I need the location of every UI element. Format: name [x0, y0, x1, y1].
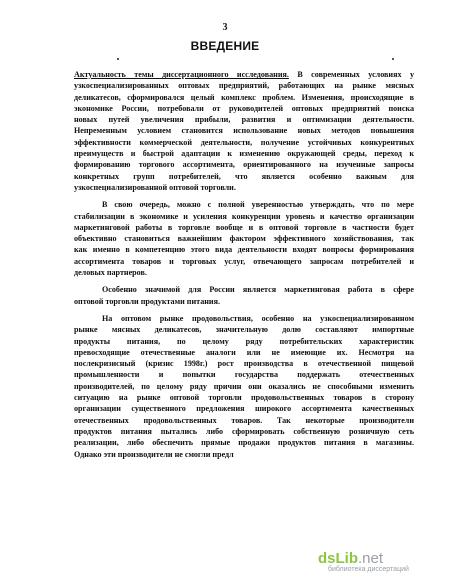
- text-line: На оптовом рынке продовольствия, особенно на узкоспециализированном: [102, 313, 414, 323]
- paragraph-3: [74, 284, 414, 307]
- text-line: продуктов питания пытались либо сформировать собственную розничную сеть: [74, 426, 414, 436]
- text-line: ассортимента товаров и торговых услуг, отвечающего запросам потребителей и: [74, 256, 414, 266]
- text-line: объективно становиться важнейшим фактором эффективного хозяйствования, так: [74, 234, 414, 244]
- text-line: экономике России, потребовали от руководителей оптовых предприятий поиска: [74, 103, 414, 113]
- text-line: продукты питания, по целому ряду потребительских характеристик: [74, 336, 414, 346]
- page-number: 3: [222, 22, 228, 33]
- text-line: стабилизации в экономике и усиления конкуренции уровень и качество организации: [74, 211, 414, 221]
- text-line: Актуальность темы диссертационного исследования. В современных условиях у: [74, 70, 414, 79]
- scan-speck: [117, 58, 119, 60]
- paragraph-4: [74, 313, 414, 460]
- dslib-logo: dsLib.net: [318, 550, 384, 567]
- text-line: конкретных групп потребителей, что является особенно важным для: [74, 171, 414, 181]
- scan-speck: [392, 58, 394, 60]
- text-line: деловых партнеров.: [74, 268, 147, 278]
- text-line: отечественных продовольственных товаров. Так некоторые производители: [74, 415, 414, 425]
- text-line: новых путей увеличения прибыли, развития и оптимизации деятельности.: [74, 115, 414, 125]
- text-line: формированию торгового ассортимента, ориентированного на изученные запросы: [74, 160, 414, 170]
- watermark-caption: библиотека диссертаций: [328, 566, 409, 573]
- text-line: ситуацию на рынке оптовой торговли продовольственных товаров в сторону: [74, 393, 414, 403]
- paragraph-2: [74, 199, 414, 278]
- body-text: [74, 69, 414, 460]
- text-line: послекризисный (кризис 1998г.) рост производства в отечественной пищевой: [74, 359, 414, 369]
- text-line: производителей, по целому ряду причин они оказались не способными изменить: [74, 381, 414, 391]
- text-line: Особенно значимой для России является маркетинговая работа в сфере: [102, 285, 414, 295]
- text-line: Непременным условием становится использование новых методов повышения: [74, 126, 414, 136]
- text-line: преимуществ и быстрой адаптации к изменению окружающей среды, переход к: [74, 149, 414, 159]
- watermark-logo[interactable]: [318, 550, 444, 576]
- text-line: реализации, либо обеспечить прямые продажи продуктов питания в магазины.: [74, 438, 414, 448]
- text-line: В свою очередь, можно с полной уверенностью утверждать, что по мере: [102, 200, 414, 210]
- page-title: ВВЕДЕНИЕ: [190, 39, 260, 53]
- text-line: рынке мясных деликатесов, значительную долю составляют импортные: [74, 325, 414, 335]
- lead-heading: Актуальность темы диссертационного исследования.: [74, 70, 289, 79]
- text-line: узкоспециализированной оптовой торговли.: [74, 182, 236, 192]
- text-line: деликатесов, сформировался целый комплекс проблем. Изменения, происходящие в: [74, 92, 414, 102]
- text-line: маркетинговой работы в торговле вообще и в оптовой торговле в частности будет: [74, 222, 414, 232]
- text-line: превосходящие отечественные аналоги или не имеющие их. Несмотря на: [74, 347, 414, 357]
- text-line: Однако эти производители не смогли предл: [74, 449, 234, 459]
- paragraph-1: [74, 69, 414, 193]
- text-line: как именно в компетенцию этого вида деятельности входят вопросы формирования: [74, 245, 414, 255]
- text-line: оптовой торговли продуктами питания.: [74, 296, 220, 306]
- text-line: организации существенного предложения широкого ассортимента качественных: [74, 404, 414, 414]
- text-line: эффективности коммерческой деятельности, получение устойчивых конкурентных: [74, 137, 414, 147]
- text-line: узкоспециализированных оптовых предприятий, работающих на рынке мясных: [74, 81, 414, 91]
- text-line: промышленности и попытки государства поддержать отечественных: [74, 370, 414, 380]
